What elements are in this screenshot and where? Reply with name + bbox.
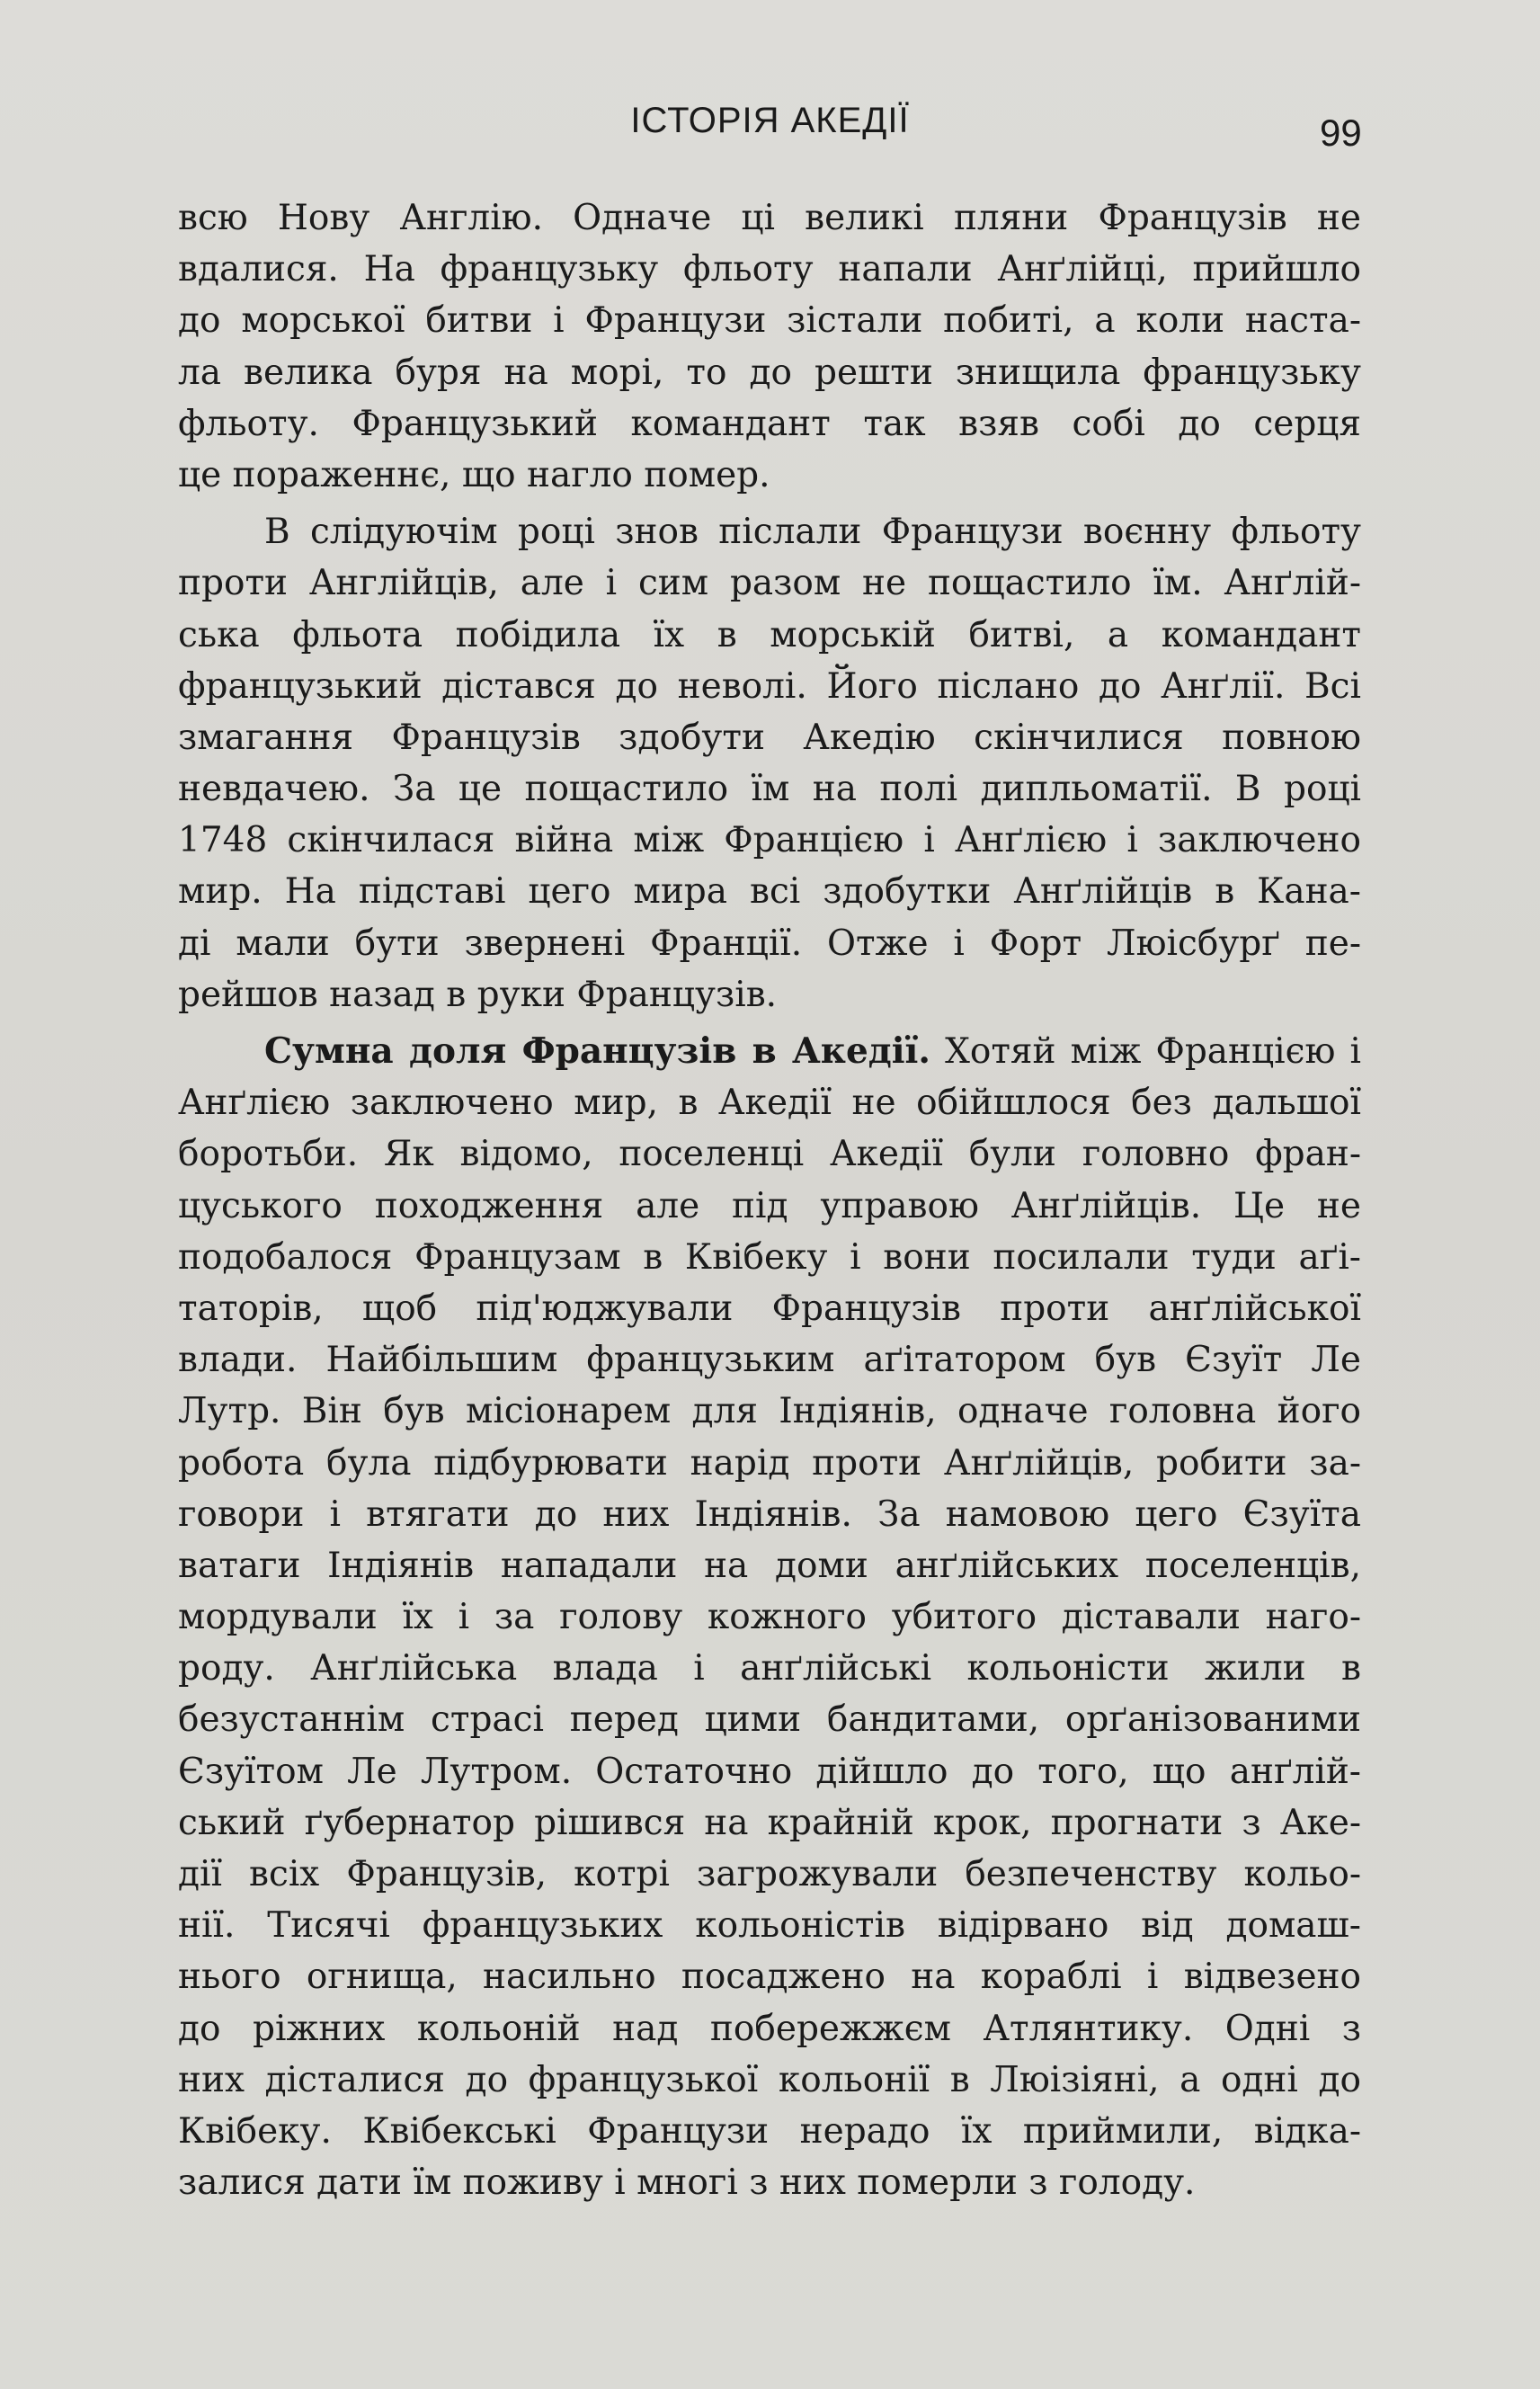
text-line: В слідуючім році знов післали Французи воєнну фльоту [264,512,1361,553]
section-first-line-text: Хотяй між Францією і [945,1031,1361,1072]
text-line: них дісталися до французької кольонії в Люізіяні, а одні до [178,2059,1361,2100]
text-line: невдачею. За це пощастило їм на полі дипльоматії. В році [178,769,1361,810]
text-line: змагання Французів здобути Акедію скінчилися повною [178,717,1361,758]
text-line: безустаннім страсі перед цими бандитами, орґанізованими [178,1699,1361,1741]
text-line: фльоту. Французький командант так взяв собі до серця [178,403,1361,444]
text-line: ський ґубернатор рішився на крайній крок, прогнати з Аке- [178,1802,1361,1843]
text-line: мир. На підставі цего мира всі здобутки Анґлійців в Кана- [178,871,1361,913]
text-line: проти Англійців, але і сим разом не пощастило їм. Анґлій- [178,563,1361,604]
text-line: рейшов назад в руки Французів. [178,974,778,1015]
text-line: дії всіх Французів, котрі загрожували безпеченству кольо- [178,1854,1361,1894]
text-line: таторів, щоб під'юджували Французів проти анґлійської [178,1288,1361,1329]
section-heading: Сумна доля Французів в Акедії. [264,1030,930,1072]
text-line: подобалося Французам в Квібеку і вони посилали туди аґі- [178,1236,1361,1278]
text-line: Лутр. Він був місіонарем для Індіянів, одначе головна його [178,1391,1361,1432]
text-line: Квібеку. Квібекські Французи нерадо їх приймили, відка- [178,2110,1361,2152]
text-line: Єзуїтом Ле Лутром. Остаточно дійшло до того, що анґлій- [178,1751,1361,1792]
text-line: ла велика буря на морі, то до решти знищила французьку [178,352,1361,393]
text-line: нії. Тисячі французьких кольоністів відірвано від домаш- [178,1905,1361,1947]
text-line: нього огнища, насильно посаджено на кораблі і відвезено [178,1957,1361,1998]
text-line: до морської битви і Французи зістали побиті, а коли наста- [178,300,1361,342]
text-line: ватаги Індіянів нападали на доми анґлійських поселенців, [178,1545,1361,1586]
body-text [178,192,1361,2208]
text-line: це пораженнє, що нагло помер. [178,454,770,495]
text-line: залися дати їм поживу і многі з них померли з голоду. [178,2162,1196,2204]
text-line: всю Нову Англію. Одначе ці великі пляни Французів не [178,198,1361,238]
section-first-line [178,1026,1361,1077]
text-line: до ріжних кольоній над побережжєм Атлянтику. Одні з [178,2008,1361,2049]
running-title: ІСТОРІЯ АКЕДІЇ [630,101,910,140]
text-line: французький дістався до неволі. Його післано до Анґлії. Всі [178,665,1361,707]
page-number: 99 [1320,111,1362,154]
text-line: роду. Анґлійська влада і анґлійські кольоністи жили в [178,1648,1361,1689]
text-line: говори і втягати до них Індіянів. За намовою цего Єзуїта [178,1493,1361,1535]
text-line: Анґлією заключено мир, в Акедії не обійшлося без дальшої [178,1083,1361,1124]
text-line: ська фльота побідила їх в морській битві, а командант [178,614,1361,655]
text-line: 1748 скінчилася війна між Францією і Анґлією і заключено [178,820,1361,861]
text-line: ді мали бути звернені Франції. Отже і Форт Люісбурґ пе- [178,923,1361,964]
text-line: боротьби. Як відомо, поселенці Акедії були головно фран- [178,1134,1361,1175]
text-line: влади. Найбільшим французьким аґітатором був Єзуїт Ле [178,1340,1361,1381]
text-line: цуського походження але під управою Анґлійців. Це не [178,1185,1361,1226]
text-line: мордували їх і за голову кожного убитого діставали наго- [178,1597,1361,1638]
text-line: вдалися. На французьку фльоту напали Анґлійці, прийшло [178,249,1361,290]
text-line: робота була підбурювати нарід проти Анґлійців, робити за- [178,1442,1361,1484]
